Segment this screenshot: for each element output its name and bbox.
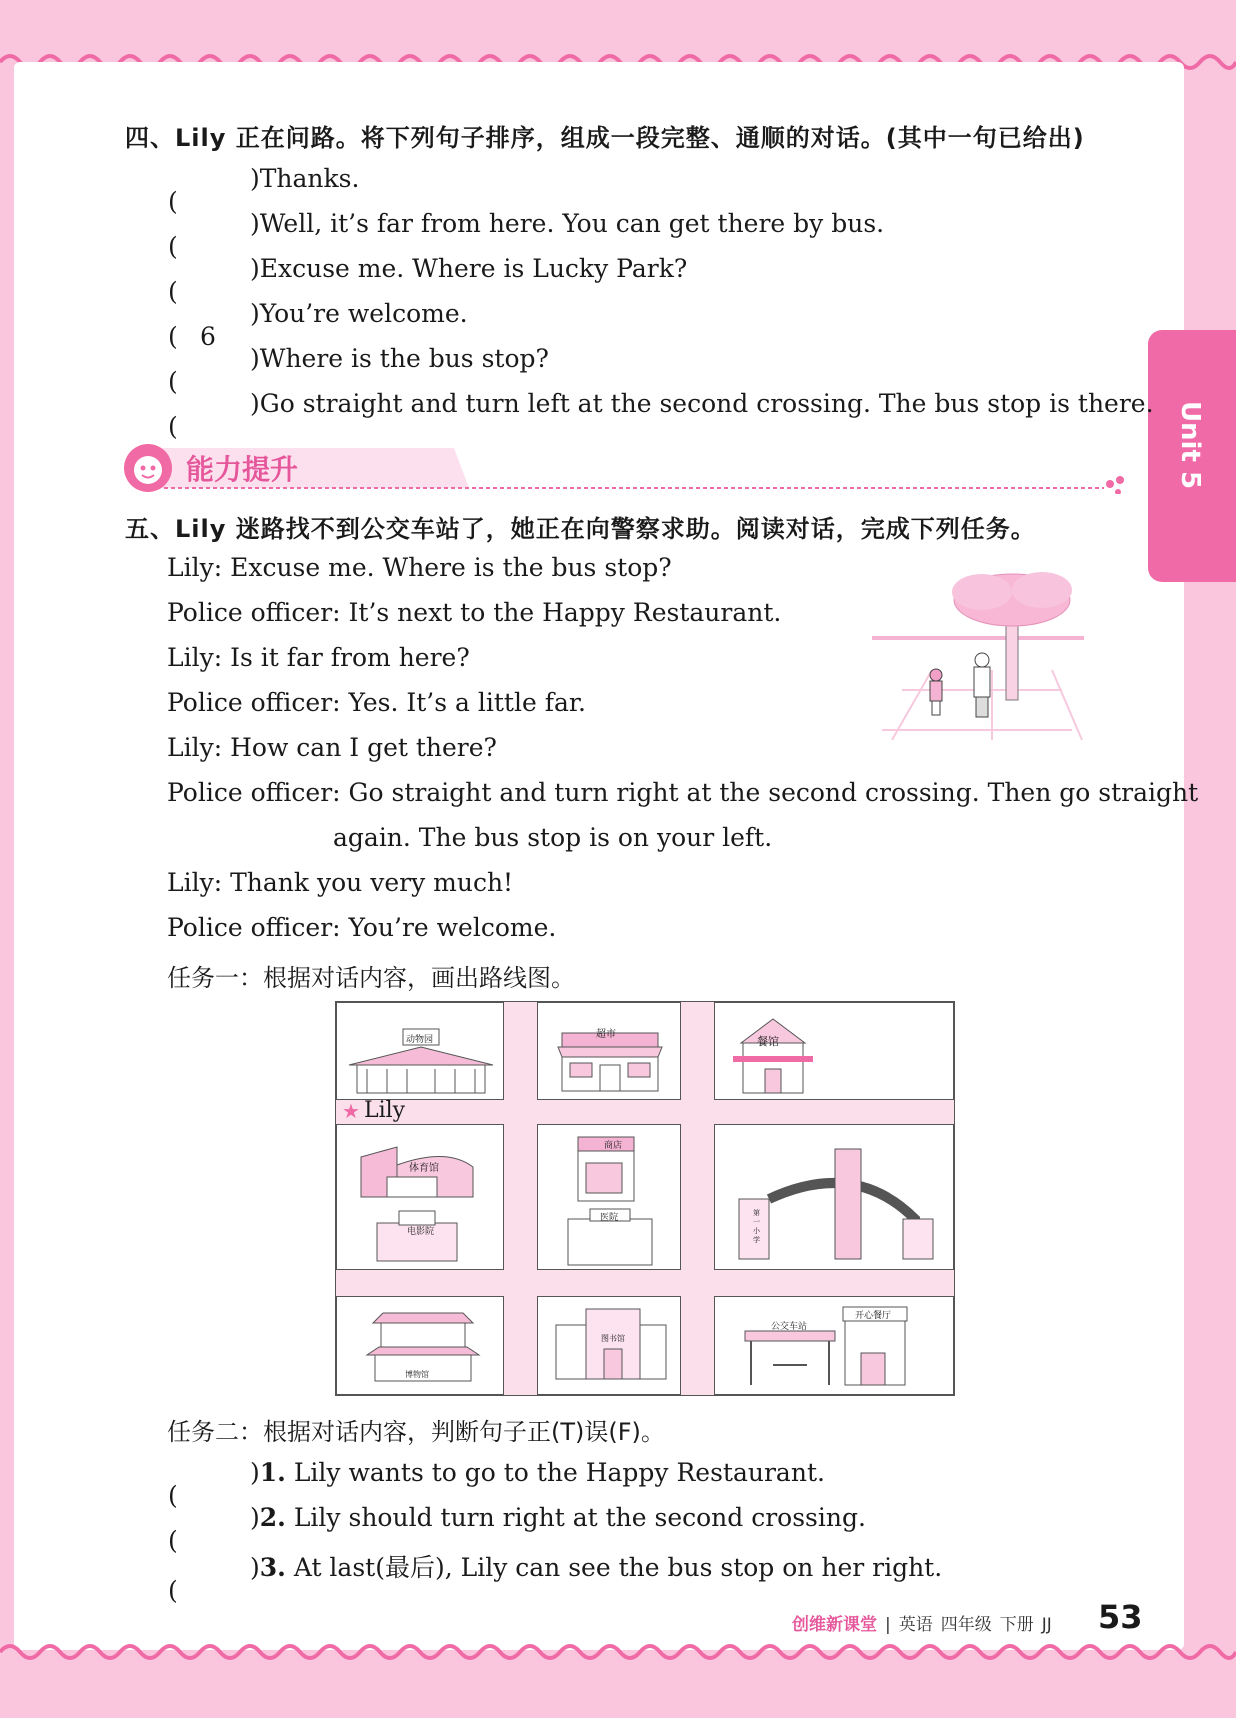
dialogue-line <box>167 688 586 717</box>
footer: 创维新课堂 | 英语 四年级 下册 JJ <box>792 1610 1052 1635</box>
restaurant-label: 餐馆 <box>757 1035 779 1048</box>
police-lily-illustration <box>872 570 1088 740</box>
item-number: 1. <box>259 1458 286 1487</box>
library-building-icon <box>552 1305 672 1391</box>
ability-banner <box>124 444 1124 494</box>
banner-title: 能力提升 <box>186 453 299 486</box>
happy-restaurant-label: 开心餐厅 <box>855 1311 892 1321</box>
exercise-line: ( )3. At last(最后), Lily can see the bus stop on her right. <box>168 1553 943 1605</box>
unit-tab-label: Unit 5 <box>1175 400 1205 490</box>
museum-label: 博物馆 <box>405 1370 429 1379</box>
shop-label: 商店 <box>604 1141 623 1151</box>
busstop-restaurant-block <box>714 1296 954 1395</box>
item-number: 2. <box>259 1503 286 1532</box>
lily-marker-label: Lily <box>364 1098 406 1123</box>
dialogue-text: Go straight and turn right at the second crossing. Then go straight <box>348 778 1199 807</box>
dialogue-line <box>167 553 672 582</box>
school-label: 第一小学 <box>753 1209 760 1244</box>
sentence-text: )You’re welcome. <box>250 299 468 328</box>
speaker-name: Lily: <box>167 553 223 582</box>
sentence-text: Lily should turn right at the second crossing. <box>293 1503 866 1532</box>
restaurant-block <box>714 1002 954 1100</box>
museum-block <box>336 1296 504 1395</box>
zoo-label: 动物园 <box>406 1035 434 1045</box>
task1-instruction: 任务一：根据对话内容，画出路线图。 <box>167 964 575 992</box>
school-block <box>714 1124 954 1270</box>
section5-title: 五、Lily 迷路找不到公交车站了，她正在向警察求助。阅读对话，完成下列任务。 <box>125 515 1036 543</box>
exercise-line: ( 6 )You’re welcome. <box>168 299 468 351</box>
exercise-line: ( )Well, it’s far from here. You can get there by bus. <box>168 209 885 261</box>
footer-grade: 四年级 <box>940 1615 992 1635</box>
footer-subject: 英语 <box>898 1615 933 1635</box>
lily-star-icon: ★ <box>342 1099 360 1123</box>
exercise-line: ( )Where is the bus stop? <box>168 344 549 396</box>
gym-cinema-building-icon <box>357 1137 487 1263</box>
gym-label: 体育馆 <box>409 1163 439 1174</box>
dialogue-text: You’re welcome. <box>348 913 557 942</box>
zoo-block <box>336 1002 504 1100</box>
cinema-label: 电影院 <box>407 1227 435 1237</box>
task2-instruction: 任务二：根据对话内容，判断句子正(T)误(F)。 <box>167 1418 665 1446</box>
speaker-name: Lily: <box>167 643 223 672</box>
speaker-name: Lily: <box>167 733 223 762</box>
sentence-text: )Thanks. <box>250 164 360 193</box>
dialogue-text: Is it far from here? <box>230 643 470 672</box>
shop-hospital-block <box>537 1124 681 1270</box>
speaker-name: Police officer: <box>167 688 341 717</box>
exercise-line: ( )Excuse me. Where is Lucky Park? <box>168 254 688 306</box>
exercise-line: ( )Go straight and turn left at the second crossing. The bus stop is there. <box>168 389 1154 441</box>
sentence-text: )Excuse me. Where is Lucky Park? <box>250 254 688 283</box>
page-number: 53 <box>1098 1598 1143 1636</box>
footer-brand: 创维新课堂 <box>792 1615 877 1635</box>
speaker-name: Police officer: <box>167 778 341 807</box>
dialogue-text: Thank you very much! <box>230 868 514 897</box>
route-map <box>335 1001 955 1396</box>
school-gate-icon <box>735 1139 945 1263</box>
item-number: 3. <box>259 1553 286 1582</box>
busstop-restaurant-icon <box>743 1303 943 1393</box>
dialogue-line <box>167 913 556 942</box>
dialogue-text: again. The bus stop is on your left. <box>333 823 773 852</box>
dialogue-line <box>167 643 470 672</box>
dialogue-line <box>333 823 772 852</box>
bus-stop-label: 公交车站 <box>771 1322 808 1332</box>
footer-volume: 下册 <box>999 1615 1034 1635</box>
dialogue-text: How can I get there? <box>230 733 497 762</box>
speaker-name: Police officer: <box>167 598 341 627</box>
dialogue-text: Yes. It’s a little far. <box>348 688 587 717</box>
section4-title: 四、Lily 正在问路。将下列句子排序，组成一段完整、通顺的对话。(其中一句已给出) <box>125 124 1085 152</box>
sentence-text: )Go straight and turn left at the second crossing. The bus stop is there. <box>250 389 1154 418</box>
restaurant-building-icon <box>723 1013 823 1097</box>
bottom-wave-border <box>0 1640 1236 1670</box>
supermarket-block <box>537 1002 681 1100</box>
sentence-text: At last(最后), Lily can see the bus stop on her right. <box>293 1553 943 1582</box>
hospital-label: 医院 <box>600 1213 619 1223</box>
sentence-text: Lily wants to go to the Happy Restaurant. <box>293 1458 825 1487</box>
supermarket-label: 超市 <box>596 1029 616 1040</box>
dialogue-line <box>167 598 781 627</box>
footer-edition: JJ <box>1041 1615 1052 1635</box>
exercise-line: ( )Thanks. <box>168 164 360 216</box>
gym-cinema-block <box>336 1124 504 1270</box>
library-label: 图书馆 <box>601 1334 625 1343</box>
sentence-text: )Well, it’s far from here. You can get there by bus. <box>250 209 885 238</box>
dialogue-line <box>167 778 1198 807</box>
exercise-line: ( )2. Lily should turn right at the second crossing. <box>168 1503 866 1555</box>
speaker-name: Lily: <box>167 868 223 897</box>
exercise-line: ( )1. Lily wants to go to the Happy Restaurant. <box>168 1458 825 1510</box>
dialogue-line <box>167 733 497 762</box>
dialogue-text: It’s next to the Happy Restaurant. <box>348 598 782 627</box>
dialogue-text: Excuse me. Where is the bus stop? <box>230 553 672 582</box>
filled-answer: 6 <box>200 322 216 351</box>
dialogue-line <box>167 868 513 897</box>
library-block <box>537 1296 681 1395</box>
speaker-name: Police officer: <box>167 913 341 942</box>
sentence-text: )Where is the bus stop? <box>250 344 549 373</box>
